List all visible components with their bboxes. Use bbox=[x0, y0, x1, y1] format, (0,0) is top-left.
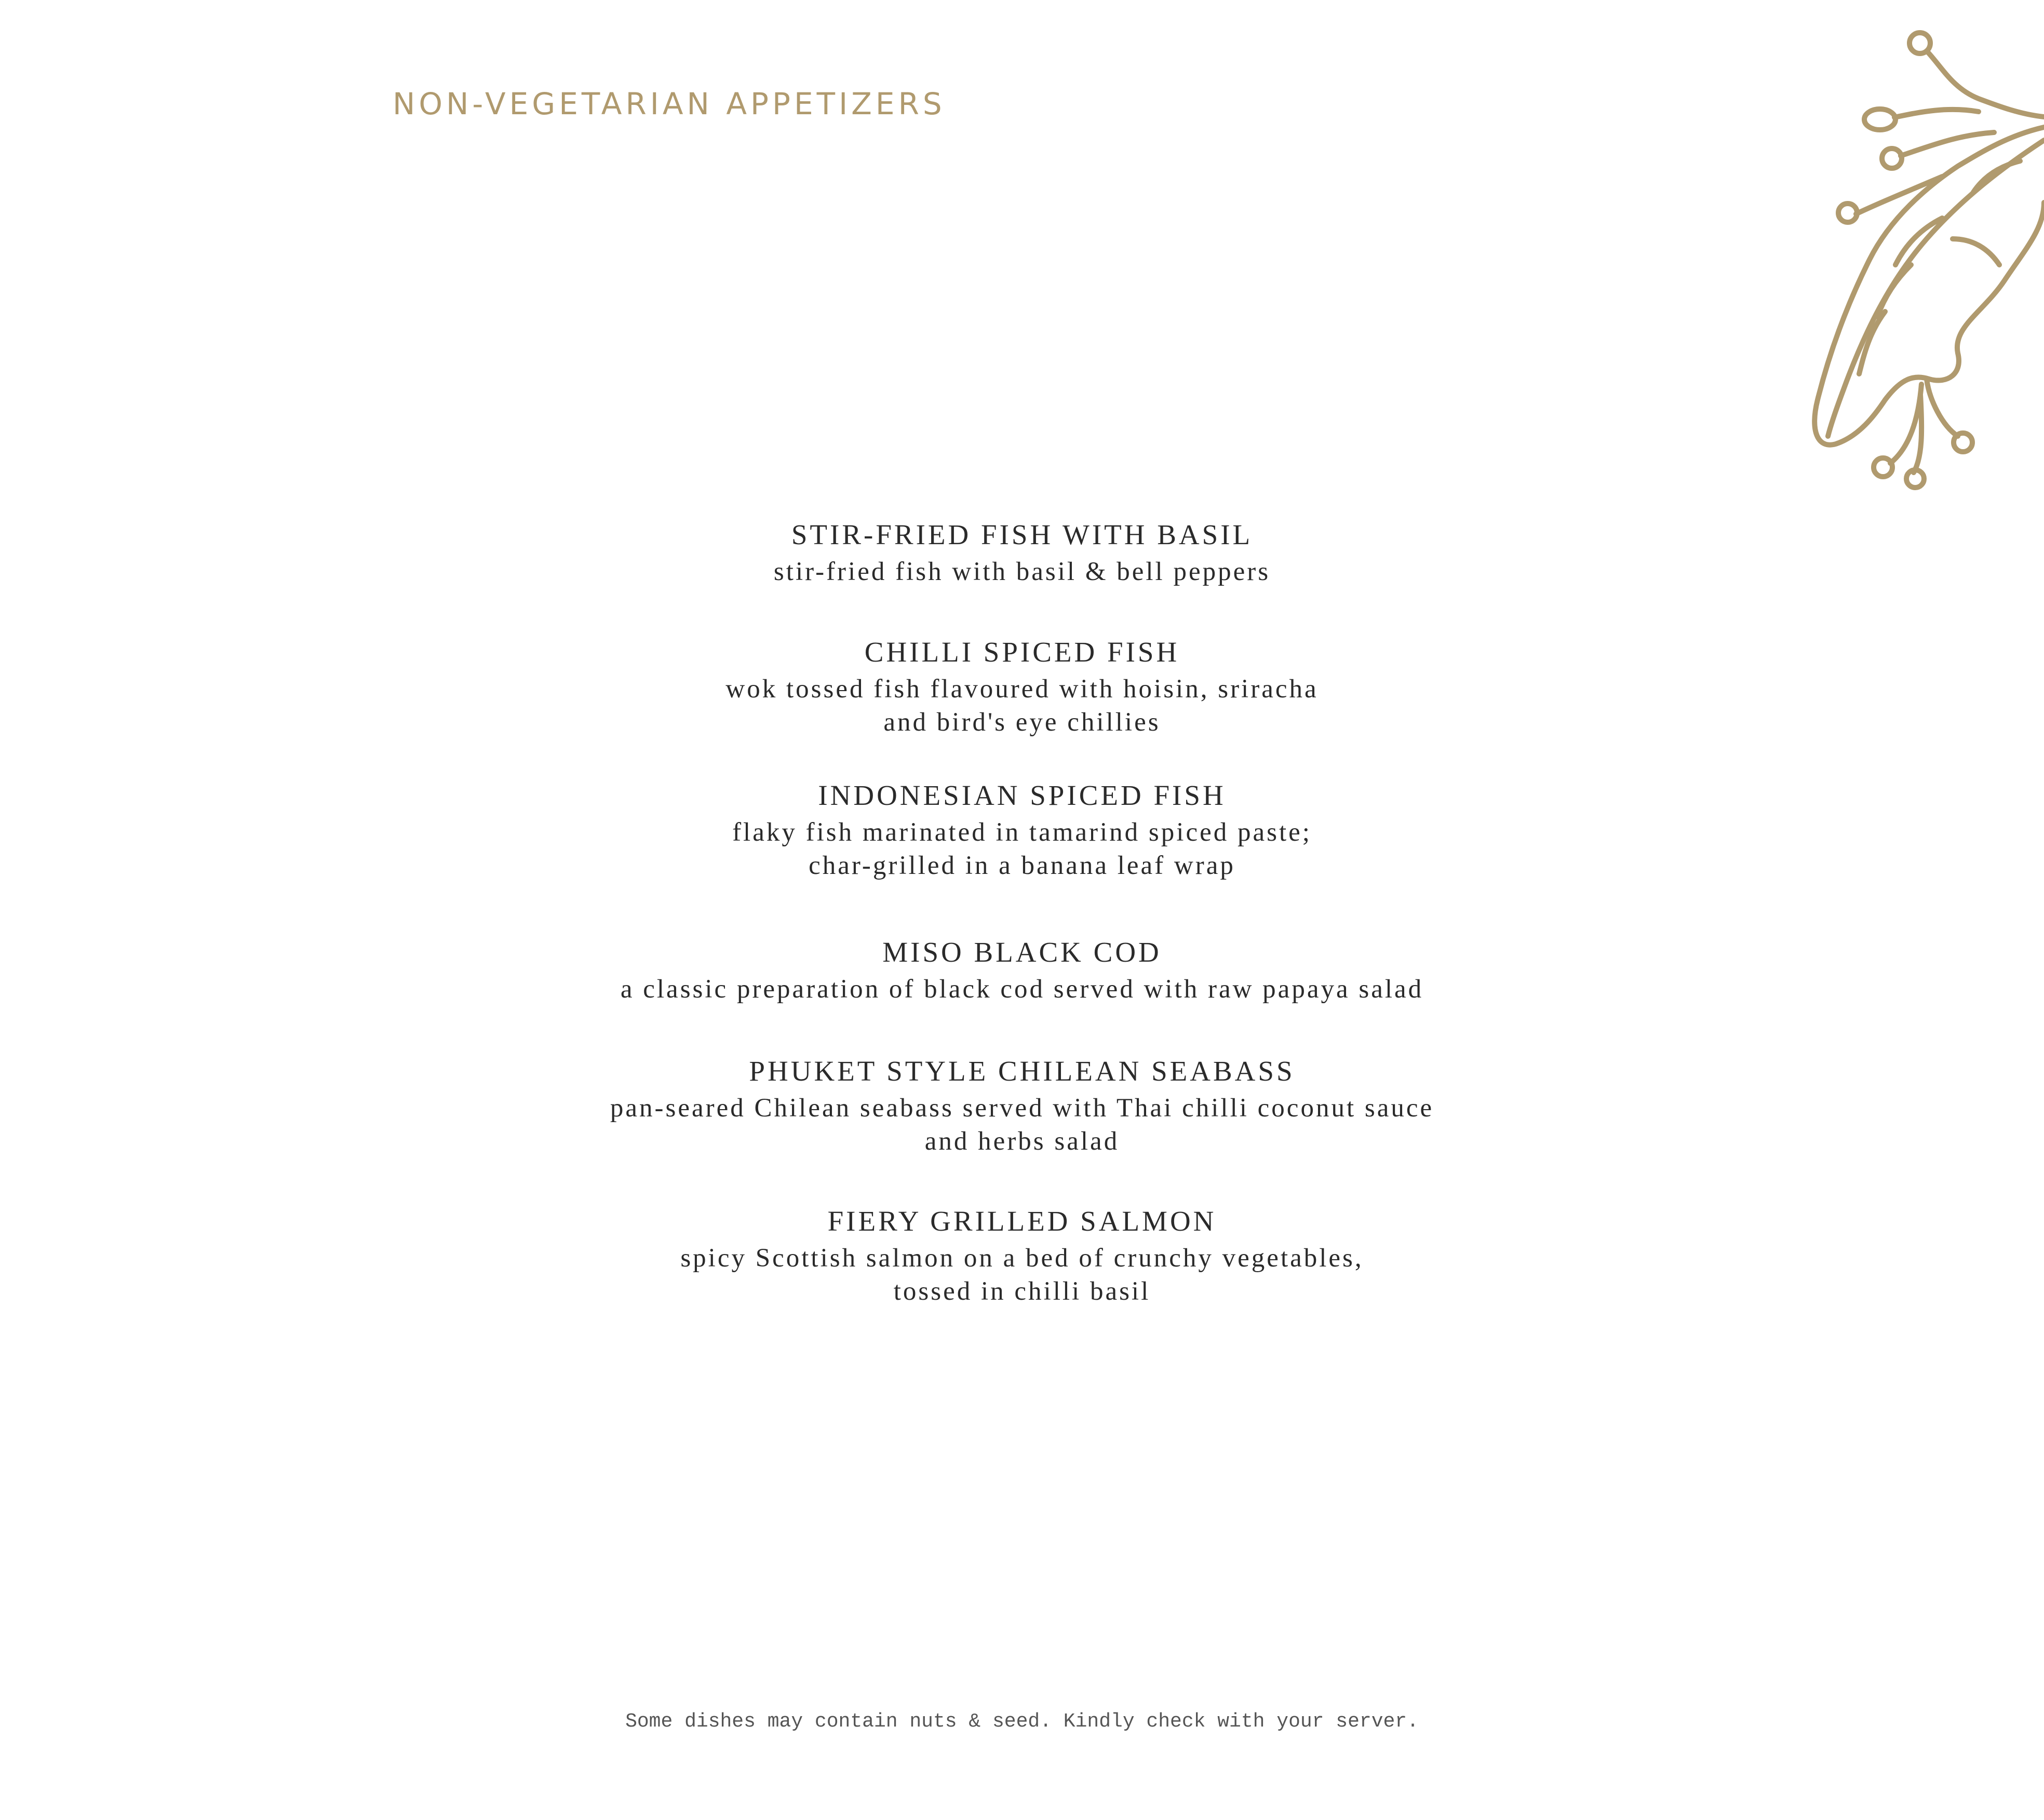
dish-description bbox=[0, 555, 2044, 588]
dish-description-line: flaky fish marinated in tamarind spiced paste; bbox=[732, 818, 1312, 847]
dish-description bbox=[0, 816, 2044, 882]
allergen-note: Some dishes may contain nuts & seed. Kindly check with your server. bbox=[625, 1710, 1419, 1733]
dish-description bbox=[0, 973, 2044, 1006]
section-title: NON-VEGETARIAN APPETIZERS bbox=[393, 86, 946, 122]
dish-name: MISO BLACK COD bbox=[882, 936, 1162, 968]
dish-name: FIERY GRILLED SALMON bbox=[827, 1205, 1217, 1237]
menu-item bbox=[0, 934, 2044, 1006]
botanical-leaf-branch-icon bbox=[1786, 21, 2044, 498]
dish-description bbox=[0, 1091, 2044, 1158]
dish-name: STIR-FRIED FISH WITH BASIL bbox=[791, 519, 1253, 550]
dish-name: CHILLI SPICED FISH bbox=[864, 636, 1180, 668]
dish-description-line: wok tossed fish flavoured with hoisin, sriracha bbox=[725, 675, 1319, 704]
dish-description-line: and bird's eye chillies bbox=[883, 708, 1161, 737]
dish-name: INDONESIAN SPICED FISH bbox=[818, 779, 1226, 811]
menu-item bbox=[0, 634, 2044, 739]
menu-item bbox=[0, 1053, 2044, 1158]
dish-description-line: char-grilled in a banana leaf wrap bbox=[809, 851, 1235, 880]
menu-item bbox=[0, 517, 2044, 588]
dish-description-line: and herbs salad bbox=[924, 1127, 1120, 1156]
menu-item bbox=[0, 1203, 2044, 1308]
dish-description-line: spicy Scottish salmon on a bed of crunchy vegetables, bbox=[680, 1244, 1364, 1273]
dish-description-line: stir-fried fish with basil & bell peppers bbox=[773, 557, 1271, 586]
dish-description-line: tossed in chilli basil bbox=[893, 1277, 1151, 1306]
dish-description-line: pan-seared Chilean seabass served with Thai chilli coconut sauce bbox=[610, 1094, 1434, 1123]
dish-name: PHUKET STYLE CHILEAN SEABASS bbox=[749, 1055, 1295, 1087]
dish-description-line: a classic preparation of black cod served with raw papaya salad bbox=[620, 975, 1424, 1004]
menu-item bbox=[0, 777, 2044, 882]
dish-description bbox=[0, 672, 2044, 739]
dish-description bbox=[0, 1242, 2044, 1308]
